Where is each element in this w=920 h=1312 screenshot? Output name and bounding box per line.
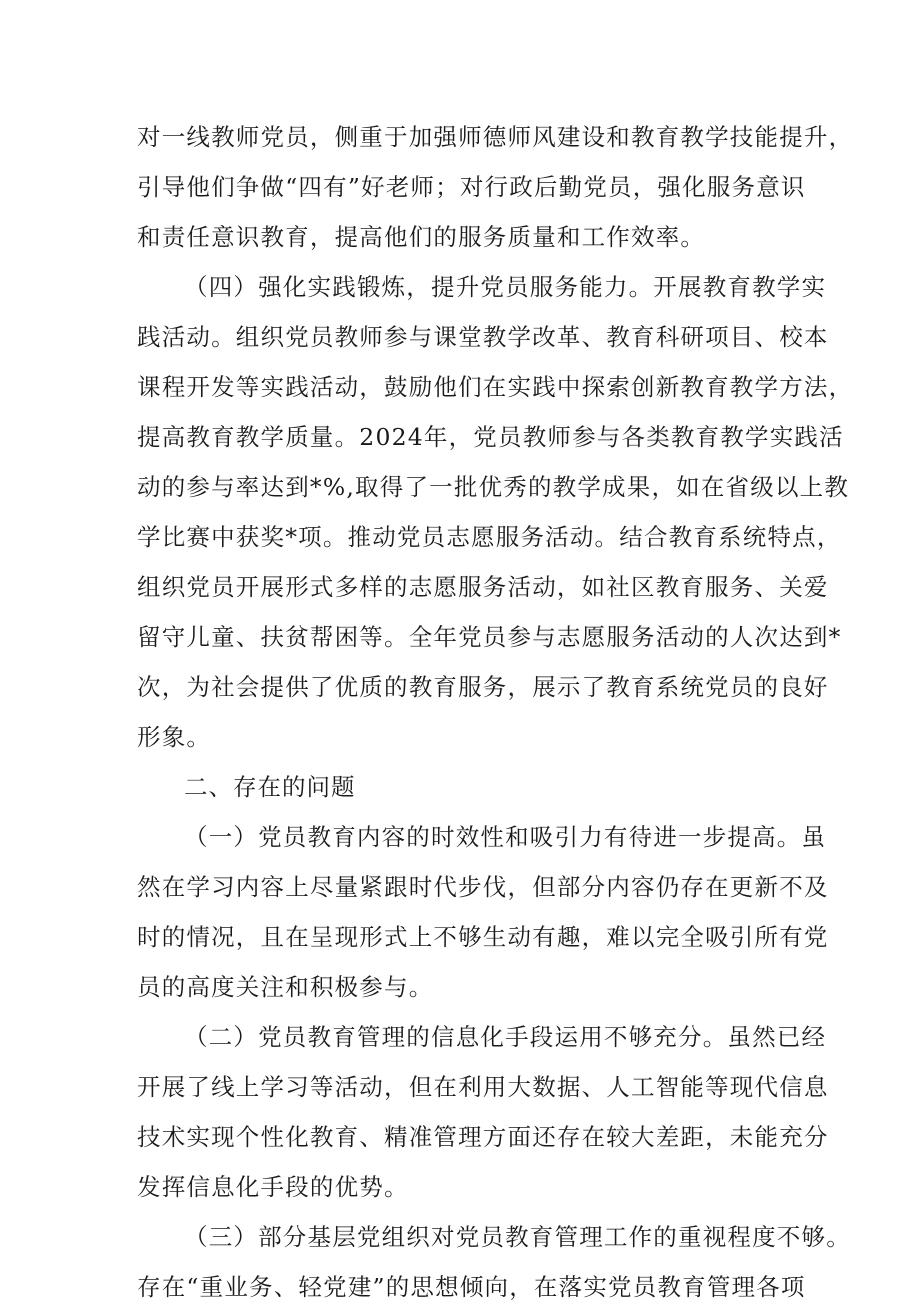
- text-line: 存在“重业务、轻党建”的思想倾向，在落实党员教育管理各项: [137, 1273, 806, 1301]
- text-line: 组织党员开展形式多样的志愿服务活动，如社区教育服务、关爱: [137, 573, 829, 601]
- paragraph-problem-three: [137, 1212, 851, 1312]
- text-line: 然在学习内容上尽量紧跟时代步伐，但部分内容仍存在更新不及: [137, 873, 829, 901]
- text-line: 和责任意识教育，提高他们的服务质量和工作效率。: [137, 223, 706, 251]
- text-line: （二）党员教育管理的信息化手段运用不够充分。虽然已经: [184, 1023, 827, 1051]
- paragraph-problem-two: [137, 1012, 829, 1212]
- text-line: 践活动。组织党员教师参与课堂教学改革、教育科研项目、校本: [137, 323, 829, 351]
- section-heading-problems: [137, 762, 797, 812]
- paragraph-four: [137, 262, 854, 762]
- section-heading: 二、存在的问题: [184, 773, 356, 801]
- text-line: 形象。: [137, 723, 212, 751]
- text-line: 员的高度关注和积极参与。: [137, 973, 434, 1001]
- text-line: 开展了线上学习等活动，但在利用大数据、人工智能等现代信息: [137, 1073, 829, 1101]
- paragraph-intro: [137, 112, 854, 262]
- text-line: （四）强化实践锻炼，提升党员服务能力。开展教育教学实: [184, 273, 827, 301]
- text-line: 课程开发等实践活动，鼓励他们在实践中探索创新教育教学方法，: [137, 373, 854, 401]
- text-line: 时的情况，且在呈现形式上不够生动有趣，难以完全吸引所有党: [137, 923, 829, 951]
- text-line: 对一线教师党员，侧重于加强师德师风建设和教育教学技能提升，: [137, 123, 854, 151]
- text-line: 引导他们争做“四有”好老师；对行政后勤党员，强化服务意识: [137, 173, 806, 201]
- text-line: 发挥信息化手段的优势。: [137, 1173, 409, 1201]
- text-line: 留守儿童、扶贫帮困等。全年党员参与志愿服务活动的人次达到*: [137, 623, 842, 651]
- text-line: 提高教育教学质量。2024年，党员教师参与各类教育教学实践活: [137, 423, 844, 451]
- text-line: 技术实现个性化教育、精准管理方面还存在较大差距，未能充分: [137, 1123, 829, 1151]
- text-line: 动的参与率达到*%,取得了一批优秀的教学成果，如在省级以上教: [137, 473, 850, 501]
- text-line: 次，为社会提供了优质的教育服务，展示了教育系统党员的良好: [137, 673, 829, 701]
- text-line: （三）部分基层党组织对党员教育管理工作的重视程度不够。: [184, 1223, 851, 1251]
- text-line: （一）党员教育内容的时效性和吸引力有待进一步提高。虽: [184, 823, 827, 851]
- text-line: 学比赛中获奖*项。推动党员志愿服务活动。结合教育系统特点，: [137, 523, 842, 551]
- paragraph-problem-one: [137, 812, 829, 1012]
- document-body: [137, 112, 854, 1312]
